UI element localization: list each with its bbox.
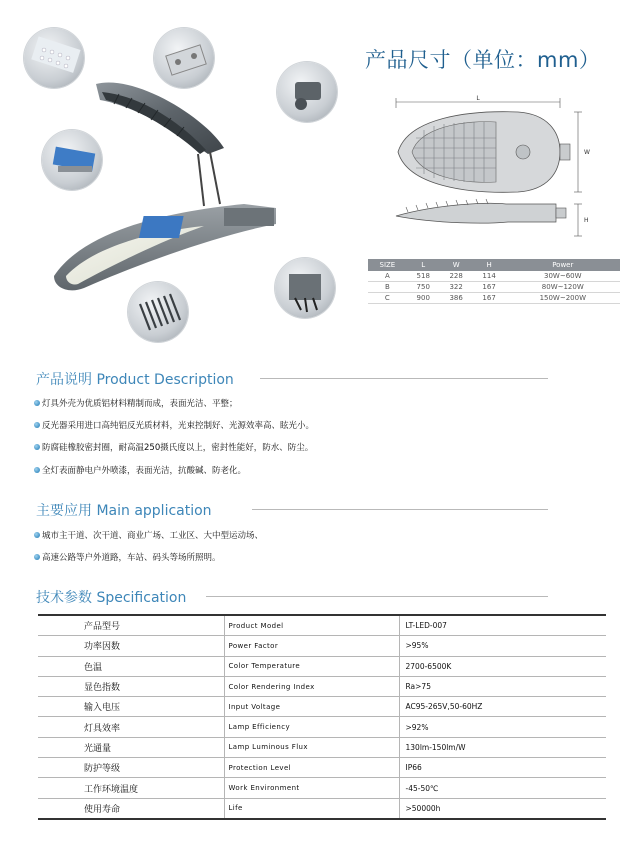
spec-name-en: Work Environment xyxy=(224,778,399,798)
bullet-icon xyxy=(34,400,40,406)
spec-name-en: Color Temperature xyxy=(224,656,399,676)
led-module-icon xyxy=(24,28,84,88)
list-item: 灯具外壳为优质铝材料精制而成，表面光洁、平整； xyxy=(34,397,238,409)
list-item: 全灯表面静电户外喷漆，表面光洁，抗酸碱、防老化。 xyxy=(34,464,246,476)
spec-name-en: Protection Level xyxy=(224,758,399,778)
spec-name-cn: 功率因数 xyxy=(38,636,224,656)
spec-name-cn: 使用寿命 xyxy=(38,798,224,819)
bracket-icon xyxy=(154,28,214,88)
spec-value: AC95-265V,50-60HZ xyxy=(399,697,606,717)
spec-value: 2700-6500K xyxy=(399,656,606,676)
size-cell: 150W~200W xyxy=(506,293,620,304)
dim-label-h: H xyxy=(584,217,589,224)
size-header-cell: H xyxy=(473,259,506,271)
table-row xyxy=(38,636,606,656)
size-cell: B xyxy=(368,282,407,293)
table-row xyxy=(38,758,606,778)
size-cell: 114 xyxy=(473,271,506,282)
spec-name-en: Power Factor xyxy=(224,636,399,656)
wiring-icon xyxy=(275,258,335,318)
wiring-callout xyxy=(275,258,335,318)
spec-value: >50000h xyxy=(399,798,606,819)
table-row xyxy=(38,717,606,737)
size-cell: 900 xyxy=(407,293,440,304)
spec-value: IP66 xyxy=(399,758,606,778)
size-cell: 518 xyxy=(407,271,440,282)
pole-clamp-callout xyxy=(277,62,337,122)
spec-value: >95% xyxy=(399,636,606,656)
size-cell: 167 xyxy=(473,282,506,293)
driver-callout xyxy=(42,130,102,190)
spec-name-cn: 色温 xyxy=(38,656,224,676)
dimension-title: 产品尺寸（单位：mm） xyxy=(365,48,601,72)
table-row xyxy=(38,778,606,798)
application-title: 主要应用 Main application xyxy=(36,503,212,519)
spec-name-cn: 光通量 xyxy=(38,737,224,757)
specification-title: 技术参数 Specification xyxy=(36,590,187,606)
table-row xyxy=(38,615,606,636)
size-table-header xyxy=(368,259,620,271)
size-cell: 30W~60W xyxy=(506,271,620,282)
spec-name-en: Life xyxy=(224,798,399,819)
list-item: 防腐硅橡胶密封圈，耐高温250摄氏度以上，密封性能好，防水、防尘。 xyxy=(34,441,313,453)
bullet-icon xyxy=(34,422,40,428)
dim-label-w: W xyxy=(584,149,590,156)
size-cell: A xyxy=(368,271,407,282)
spec-value: LT-LED-007 xyxy=(399,615,606,636)
size-cell: C xyxy=(368,293,407,304)
spec-value: 130lm-150lm/W xyxy=(399,737,606,757)
size-table xyxy=(368,259,620,304)
spec-name-en: Lamp Efficiency xyxy=(224,717,399,737)
list-item: 高速公路等户外道路，车站、码头等场所照明。 xyxy=(34,551,221,563)
spec-name-cn: 防护等级 xyxy=(38,758,224,778)
application-divider xyxy=(252,509,548,510)
mount-bracket-callout xyxy=(154,28,214,88)
led-module-callout xyxy=(24,28,84,88)
dim-label-l: L xyxy=(476,95,480,102)
size-cell: 322 xyxy=(440,282,473,293)
heat-sink-icon xyxy=(128,282,188,342)
table-row xyxy=(38,676,606,696)
dimension-drawing xyxy=(378,92,608,252)
size-cell: 167 xyxy=(473,293,506,304)
table-row xyxy=(368,293,620,304)
table-row xyxy=(38,737,606,757)
table-row xyxy=(368,271,620,282)
table-row xyxy=(368,282,620,293)
spec-name-en: Color Rendering Index xyxy=(224,676,399,696)
description-divider xyxy=(260,378,548,379)
table-row xyxy=(38,697,606,717)
specification-divider xyxy=(206,596,548,597)
spec-value: -45-50℃ xyxy=(399,778,606,798)
size-cell: 228 xyxy=(440,271,473,282)
spec-name-cn: 工作环境温度 xyxy=(38,778,224,798)
size-header-cell: L xyxy=(407,259,440,271)
spec-value: >92% xyxy=(399,717,606,737)
bullet-icon xyxy=(34,467,40,473)
clamp-icon xyxy=(277,62,337,122)
spec-name-cn: 产品型号 xyxy=(38,615,224,636)
bullet-icon xyxy=(34,532,40,538)
size-cell: 386 xyxy=(440,293,473,304)
description-title: 产品说明 Product Description xyxy=(36,372,234,388)
specification-table xyxy=(38,614,606,820)
size-header-cell: W xyxy=(440,259,473,271)
size-header-cell: Power xyxy=(506,259,620,271)
bullet-icon xyxy=(34,554,40,560)
spec-name-en: Lamp Luminous Flux xyxy=(224,737,399,757)
spec-value: Ra>75 xyxy=(399,676,606,696)
size-header-cell: SIZE xyxy=(368,259,407,271)
spec-name-cn: 灯具效率 xyxy=(38,717,224,737)
size-cell: 750 xyxy=(407,282,440,293)
driver-icon xyxy=(42,130,102,190)
bullet-icon xyxy=(34,444,40,450)
size-cell: 80W~120W xyxy=(506,282,620,293)
spec-name-cn: 输入电压 xyxy=(38,697,224,717)
spec-name-cn: 显色指数 xyxy=(38,676,224,696)
spec-name-en: Input Voltage xyxy=(224,697,399,717)
list-item: 城市主干道、次干道、商业广场、工业区、大中型运动场、 xyxy=(34,529,263,541)
list-item: 反光器采用进口高纯铝反光质材料，光束控制好、光源效率高、眩光小。 xyxy=(34,419,314,431)
table-row xyxy=(38,656,606,676)
table-row xyxy=(38,798,606,819)
product-photo xyxy=(14,26,350,346)
spec-name-en: Product Model xyxy=(224,615,399,636)
heat-sink-callout xyxy=(128,282,188,342)
